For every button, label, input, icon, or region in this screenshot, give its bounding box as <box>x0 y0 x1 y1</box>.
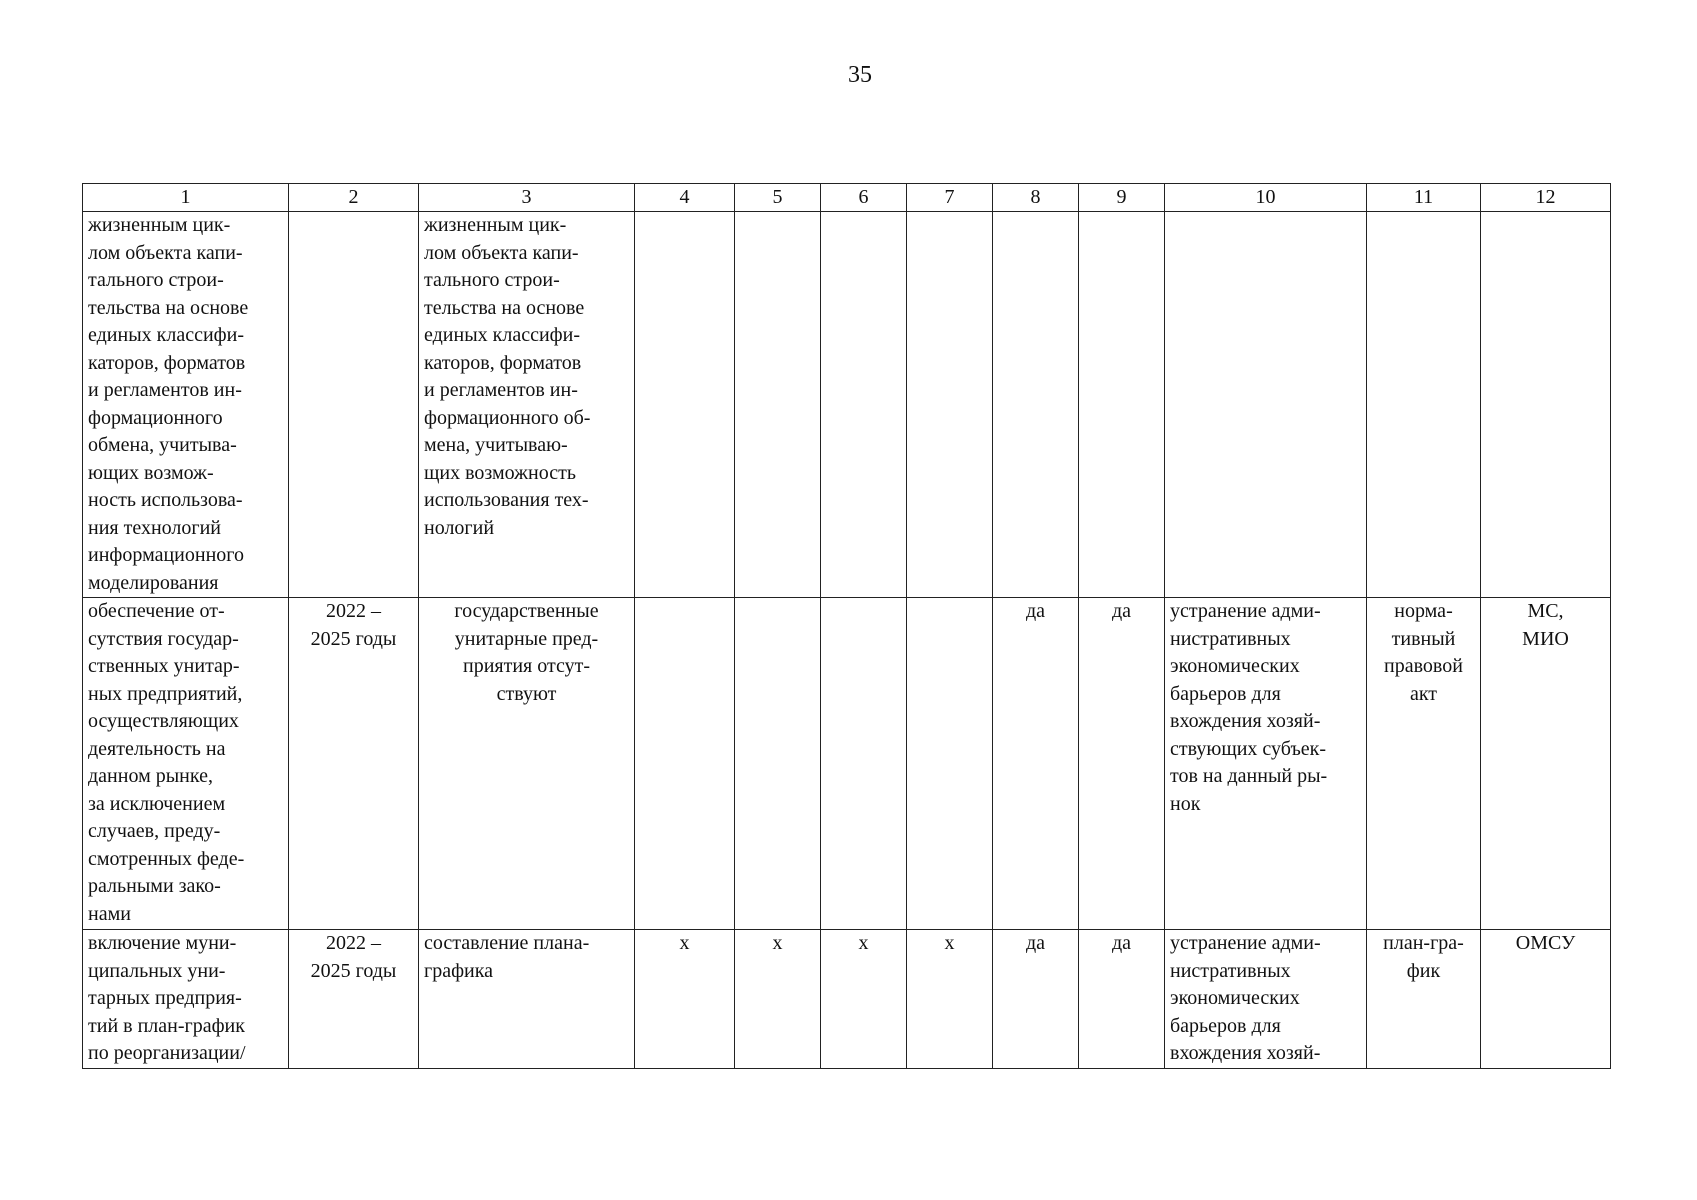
table-row <box>83 212 1611 598</box>
column-header-6: 6 <box>821 184 907 212</box>
value-cell-5 <box>735 212 821 598</box>
responsible-cell <box>1481 212 1611 598</box>
value-cell-5 <box>735 598 821 930</box>
value-cell-5: х <box>735 930 821 1069</box>
column-header-11: 11 <box>1367 184 1481 212</box>
value-cell-7 <box>907 598 993 930</box>
result-cell: составление плана- графика <box>419 930 635 1069</box>
value-cell-6 <box>821 598 907 930</box>
value-cell-4 <box>635 212 735 598</box>
measure-cell: жизненным цик- лом объекта капи- тального строи- тельства на основе единых классифи- каторов, форматов и регламентов ин- формационного обмена, учитыва- ющих возмож- ность использова- ния технологий информационного моделирования <box>83 212 289 598</box>
period-cell: 2022 – 2025 годы <box>289 598 419 930</box>
value-cell-9: да <box>1079 598 1165 930</box>
result-cell: государственные унитарные пред- приятия отсут- ствуют <box>419 598 635 930</box>
responsible-cell: МС, МИО <box>1481 598 1611 930</box>
table-row <box>83 930 1611 1069</box>
column-header-9: 9 <box>1079 184 1165 212</box>
column-header-7: 7 <box>907 184 993 212</box>
value-cell-6: х <box>821 930 907 1069</box>
table-row <box>83 598 1611 930</box>
header-row <box>83 184 1611 212</box>
value-cell-7 <box>907 212 993 598</box>
column-header-10: 10 <box>1165 184 1367 212</box>
goal-cell: устранение адми- нистративных экономических барьеров для вхождения хозяй- ствующих субъек- тов на данный ры- нок <box>1165 598 1367 930</box>
value-cell-8 <box>993 212 1079 598</box>
responsible-cell: ОМСУ <box>1481 930 1611 1069</box>
page-number: 35 <box>848 62 872 88</box>
column-header-12: 12 <box>1481 184 1611 212</box>
measure-cell: обеспечение от- сутствия государ- ственных унитар- ных предприятий, осуществляющих деятельность на данном рынке, за исключением случаев, преду- смотренных феде- ральными зако- нами <box>83 598 289 930</box>
document-type-cell: план-гра- фик <box>1367 930 1481 1069</box>
column-header-2: 2 <box>289 184 419 212</box>
period-cell <box>289 212 419 598</box>
value-cell-6 <box>821 212 907 598</box>
column-header-8: 8 <box>993 184 1079 212</box>
goal-cell: устранение адми- нистративных экономических барьеров для вхождения хозяй- <box>1165 930 1367 1069</box>
value-cell-8: да <box>993 598 1079 930</box>
value-cell-7: х <box>907 930 993 1069</box>
goal-cell <box>1165 212 1367 598</box>
column-header-5: 5 <box>735 184 821 212</box>
column-header-1: 1 <box>83 184 289 212</box>
value-cell-4: х <box>635 930 735 1069</box>
document-type-cell <box>1367 212 1481 598</box>
document-type-cell: норма- тивный правовой акт <box>1367 598 1481 930</box>
column-header-3: 3 <box>419 184 635 212</box>
result-cell: жизненным цик- лом объекта капи- тального строи- тельства на основе единых классифи- каторов, форматов и регламентов ин- формационного об- мена, учитываю- щих возможность использования тех- нологий <box>419 212 635 598</box>
value-cell-4 <box>635 598 735 930</box>
value-cell-9 <box>1079 212 1165 598</box>
value-cell-8: да <box>993 930 1079 1069</box>
column-header-4: 4 <box>635 184 735 212</box>
period-cell: 2022 – 2025 годы <box>289 930 419 1069</box>
measures-table <box>82 183 1611 1069</box>
value-cell-9: да <box>1079 930 1165 1069</box>
measure-cell: включение муни- ципальных уни- тарных предприя- тий в план-график по реорганизации/ <box>83 930 289 1069</box>
